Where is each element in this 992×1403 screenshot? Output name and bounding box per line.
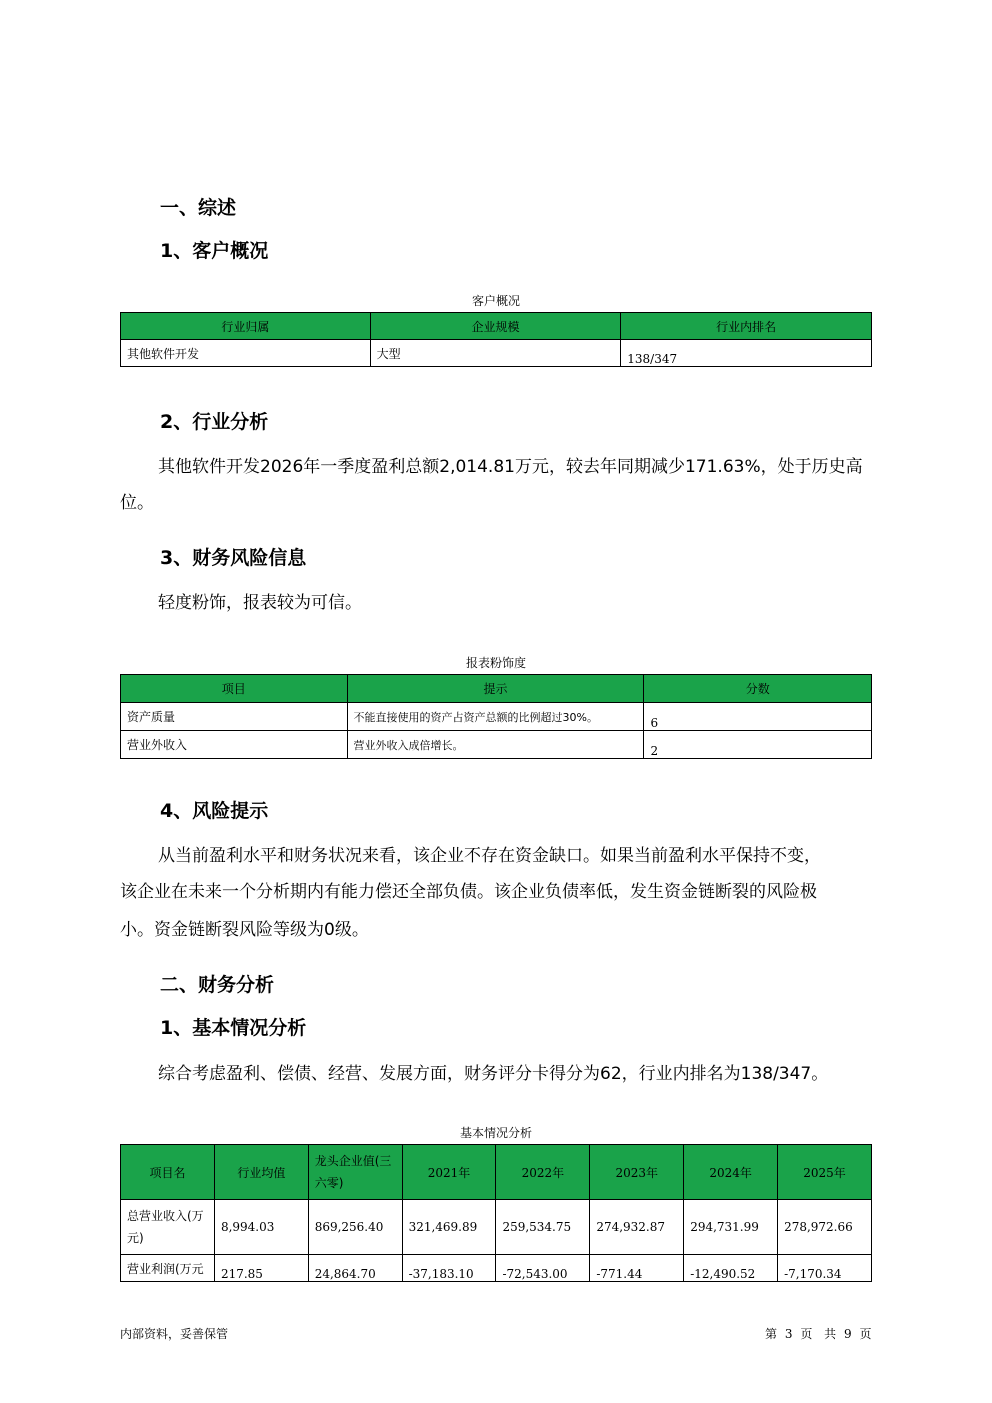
table-header-cell: 项目名 [121, 1145, 215, 1200]
table-cell: 869,256.40 [308, 1200, 402, 1255]
table-cell: 274,932.87 [590, 1200, 684, 1255]
section-title: 二、财务分析 [160, 974, 275, 996]
table-header-cell: 龙头企业值(三六零) [308, 1145, 402, 1200]
subsection-title: 1、基本情况分析 [160, 1017, 307, 1039]
page-label: 共 [824, 1327, 837, 1341]
table-row [121, 1255, 872, 1282]
table-cell: 259,534.75 [496, 1200, 590, 1255]
table-row [121, 703, 872, 731]
table-cell: 资产质量 [121, 703, 348, 731]
table-cell: -771.44 [590, 1255, 684, 1282]
table-cell: 24,864.70 [308, 1255, 402, 1282]
basic-analysis-table [120, 1144, 872, 1282]
table-cell: 总营业收入(万元) [121, 1200, 215, 1255]
paragraph-line: 位。 [120, 493, 154, 513]
table-cell: 2 [644, 731, 872, 759]
statement-risk-table [120, 674, 872, 759]
paragraph-line: 从当前盈利水平和财务状况来看，该企业不存在资金缺口。如果当前盈利水平保持不变， [158, 846, 821, 866]
table-cell: 其他软件开发 [121, 340, 371, 367]
table-row [121, 340, 872, 367]
table-header-cell: 分数 [644, 675, 872, 703]
table-cell: 营业利润(万元 [121, 1255, 215, 1282]
table-cell: 8,994.03 [214, 1200, 308, 1255]
table-cell: 278,972.66 [778, 1200, 872, 1255]
table-header-row [121, 313, 872, 340]
table-header-cell: 项目 [121, 675, 348, 703]
page-label: 页 [800, 1327, 813, 1341]
table-caption: 客户概况 [471, 294, 520, 308]
section-title: 一、综述 [160, 197, 237, 219]
subsection-title: 3、财务风险信息 [160, 547, 307, 569]
subsection-title: 4、风险提示 [160, 800, 269, 822]
table-header-cell: 行业均值 [214, 1145, 308, 1200]
table-header-cell: 企业规模 [370, 313, 621, 340]
table-cell: 321,469.89 [402, 1200, 496, 1255]
table-header-cell: 行业归属 [121, 313, 371, 340]
table-cell: 营业外收入 [121, 731, 348, 759]
table-cell: 6 [644, 703, 872, 731]
page-label: 第 [765, 1327, 778, 1341]
table-header-row [121, 1145, 872, 1200]
customer-overview-table [120, 312, 872, 367]
page-current: 3 [784, 1327, 793, 1341]
table-cell: -7,170.34 [778, 1255, 872, 1282]
table-caption: 报表粉饰度 [465, 656, 526, 670]
subsection-title: 1、客户概况 [160, 240, 269, 262]
table-header-cell: 2022年 [496, 1145, 590, 1200]
paragraph-line: 该企业在未来一个分析期内有能力偿还全部负债。该企业负债率低，发生资金链断裂的风险极 [120, 882, 817, 902]
table-cell: -12,490.52 [684, 1255, 778, 1282]
table-cell: -37,183.10 [402, 1255, 496, 1282]
table-header-row [121, 675, 872, 703]
paragraph-line: 其他软件开发2026年一季度盈利总额2,014.81万元，较去年同期减少171.63%，处于历史高 [158, 457, 863, 477]
table-cell: 294,731.99 [684, 1200, 778, 1255]
table-cell: 大型 [370, 340, 621, 367]
table-header-cell: 2021年 [402, 1145, 496, 1200]
paragraph-line: 小。资金链断裂风险等级为0级。 [120, 920, 369, 940]
paragraph-line: 综合考虑盈利、偿债、经营、发展方面，财务评分卡得分为62，行业内排名为138/347。 [158, 1064, 829, 1084]
table-header-cell: 2025年 [778, 1145, 872, 1200]
page-number [765, 1325, 871, 1342]
table-cell: 138/347 [621, 340, 872, 367]
table-row [121, 731, 872, 759]
table-header-cell: 2023年 [590, 1145, 684, 1200]
page-label: 页 [859, 1327, 872, 1341]
page-total: 9 [844, 1327, 852, 1341]
table-cell: 不能直接使用的资产占资产总额的比例超过30%。 [347, 703, 644, 731]
paragraph-line: 轻度粉饰，报表较为可信。 [158, 593, 362, 613]
table-cell: -72,543.00 [496, 1255, 590, 1282]
table-caption: 基本情况分析 [459, 1126, 532, 1140]
table-cell: 217.85 [214, 1255, 308, 1282]
subsection-title: 2、行业分析 [160, 411, 269, 433]
table-cell: 营业外收入成倍增长。 [347, 731, 644, 759]
table-row [121, 1200, 872, 1255]
table-header-cell: 行业内排名 [621, 313, 872, 340]
footer-confidential-note: 内部资料，妥善保管 [120, 1327, 229, 1341]
table-header-cell: 提示 [347, 675, 644, 703]
table-header-cell: 2024年 [684, 1145, 778, 1200]
